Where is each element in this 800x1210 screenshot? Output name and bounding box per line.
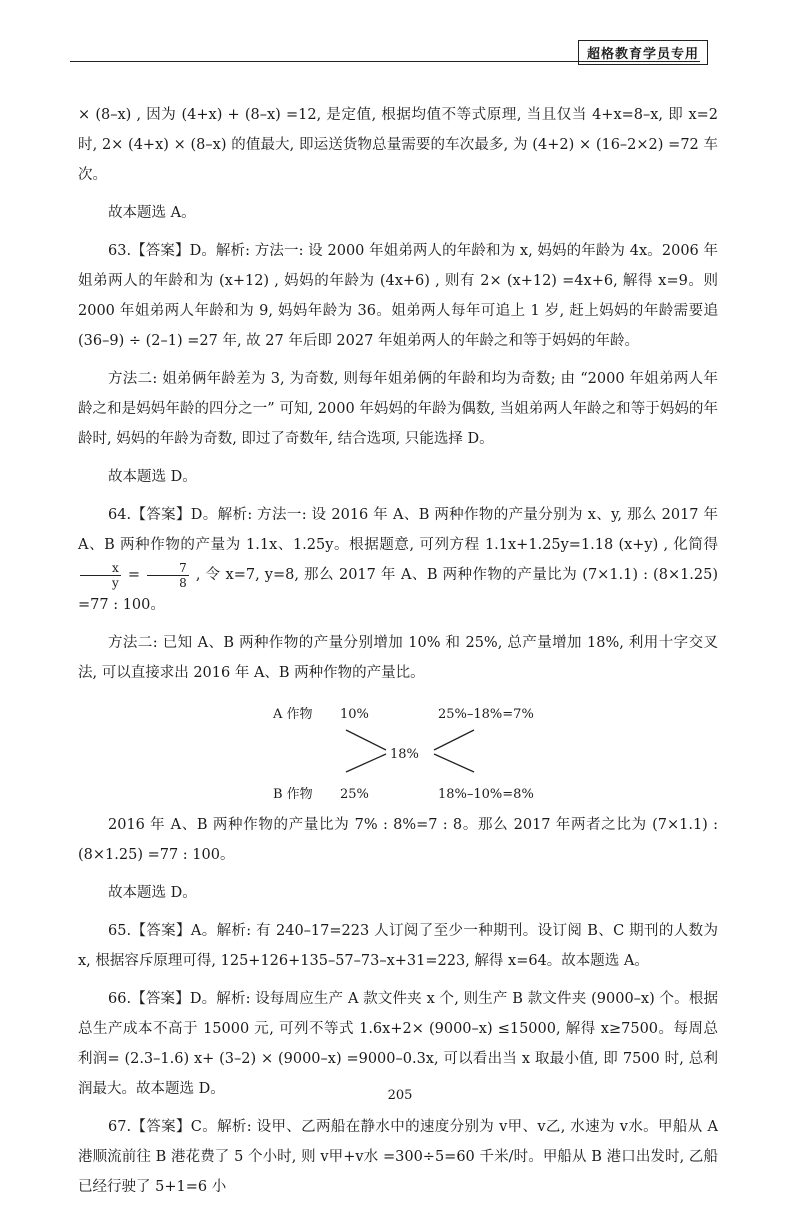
fraction-numerator: 7 [147, 561, 189, 576]
cross-line-top-left [346, 730, 386, 750]
header-badge: 超格教育学员专用 [578, 40, 708, 65]
paragraph-64-method-2: 方法二: 已知 A、B 两种作物的产量分别增加 10% 和 25%, 总产量增加 18%, 利用十字交叉法, 可以直接求出 2016 年 A、B 两种作物的产量比。 [78, 635, 718, 681]
crop-b-label: B 作物 [273, 787, 313, 802]
fraction-7-over-8 [147, 561, 189, 590]
page-content [78, 100, 718, 1210]
equals-sign: = [127, 567, 141, 583]
paragraph-64-text-a: 64.【答案】D。解析: 方法一: 设 2016 年 A、B 两种作物的产量分别为 x、y, 那么 2017 年 A、B 两种作物的产量为 1.1x、1.25y。根据题意, 可列方程 1.1x+1.25y=1.18 (x+y) , 化简得 [78, 507, 718, 553]
paragraph-64-conclusion: 故本题选 D。 [108, 885, 197, 901]
cross-method-diagram [78, 696, 718, 806]
fraction-numerator: x [80, 561, 121, 576]
paragraph-66: 66.【答案】D。解析: 设每周应生产 A 款文件夹 x 个, 则生产 B 款文件夹 (9000–x) 个。根据总生产成本不高于 15000 元, 可列不等式 1.6x+2× (9000–x) ≤15000, 解得 x≥7500。每周总利润= (2.3–1.6) x+ (3–2) × (9000–x) =9000–0.3x, 可以看出当 x 取最小值, 即 7500 时, 总利润最大。故本题选 D。 [78, 991, 718, 1097]
crop-b-diff: 18%–10%=8% [438, 787, 534, 802]
paragraph-62-continued: × (8–x) , 因为 (4+x) + (8–x) =12, 是定值, 根据均值不等式原理, 当且仅当 4+x=8–x, 即 x=2 时, 2× (4+x) × (8–x) 的值最大, 即运送货物总量需要的车次最多, 为 (4+2) × (16–2×2) =72 车次。 [78, 107, 718, 183]
crop-b-rate: 25% [340, 787, 369, 802]
paragraph-63-method-2: 方法二: 姐弟俩年龄差为 3, 为奇数, 则每年姐弟俩的年龄和均为奇数; 由 “2000 年姐弟两人年龄之和是妈妈年龄的四分之一” 可知, 2000 年妈妈的年龄为偶数, 当姐弟两人年龄之和等于妈妈的年龄时, 妈妈的年龄为奇数, 即过了奇数年, 结合选项, 只能选择 D。 [78, 371, 718, 447]
cross-line-bottom-right [434, 754, 474, 772]
fraction-x-over-y [80, 561, 121, 590]
cross-line-top-right [434, 730, 474, 750]
header-rule [70, 61, 700, 62]
fraction-denominator: y [112, 575, 119, 590]
paragraph-67: 67.【答案】C。解析: 设甲、乙两船在静水中的速度分别为 v甲、v乙, 水速为 v水。甲船从 A 港顺流前往 B 港花费了 5 个小时, 则 v甲+v水 =300÷5=60 千米/时。甲船从 B 港口出发时, 乙船已经行驶了 5+1=6 小 [78, 1119, 718, 1195]
page-number: 205 [387, 1088, 413, 1103]
paragraph-63-method-1: 63.【答案】D。解析: 方法一: 设 2000 年姐弟两人的年龄和为 x, 妈妈的年龄为 4x。2006 年姐弟两人的年龄和为 (x+12) , 妈妈的年龄为 (4x+6) , 则有 2× (x+12) =4x+6, 解得 x=9。则 2000 年姐弟两人年龄和为 9, 妈妈年龄为 36。姐弟两人每年可追上 1 岁, 赶上妈妈的年龄需要追 (36–9) ÷ (2–1) =27 年, 故 27 年后即 2027 年姐弟两人的年龄之和等于妈妈的年龄。 [78, 243, 718, 349]
cross-line-bottom-left [346, 754, 386, 772]
paragraph-62-conclusion: 故本题选 A。 [108, 205, 196, 221]
paragraph-64-result: 2016 年 A、B 两种作物的产量比为 7% : 8%=7 : 8。那么 2017 年两者之比为 (7×1.1) : (8×1.25) =77 : 100。 [78, 817, 718, 863]
fraction-denominator: 8 [179, 575, 187, 590]
crop-a-label: A 作物 [273, 707, 313, 722]
paragraph-65: 65.【答案】A。解析: 有 240–17=223 人订阅了至少一种期刊。设订阅 B、C 期刊的人数为 x, 根据容斥原理可得, 125+126+135–57–73–x+31=223, 解得 x=64。故本题选 A。 [78, 923, 718, 969]
paragraph-64-method-1 [78, 500, 718, 620]
crop-a-rate: 10% [340, 707, 369, 722]
paragraph-63-conclusion: 故本题选 D。 [108, 469, 197, 485]
crop-a-diff: 25%–18%=7% [438, 707, 534, 722]
paragraph-64-text-b: , 令 x=7, y=8, 那么 2017 年 A、B 两种作物的产量比为 (7×1.1) : (8×1.25) =77 : 100。 [78, 567, 719, 613]
center-rate: 18% [390, 747, 419, 762]
